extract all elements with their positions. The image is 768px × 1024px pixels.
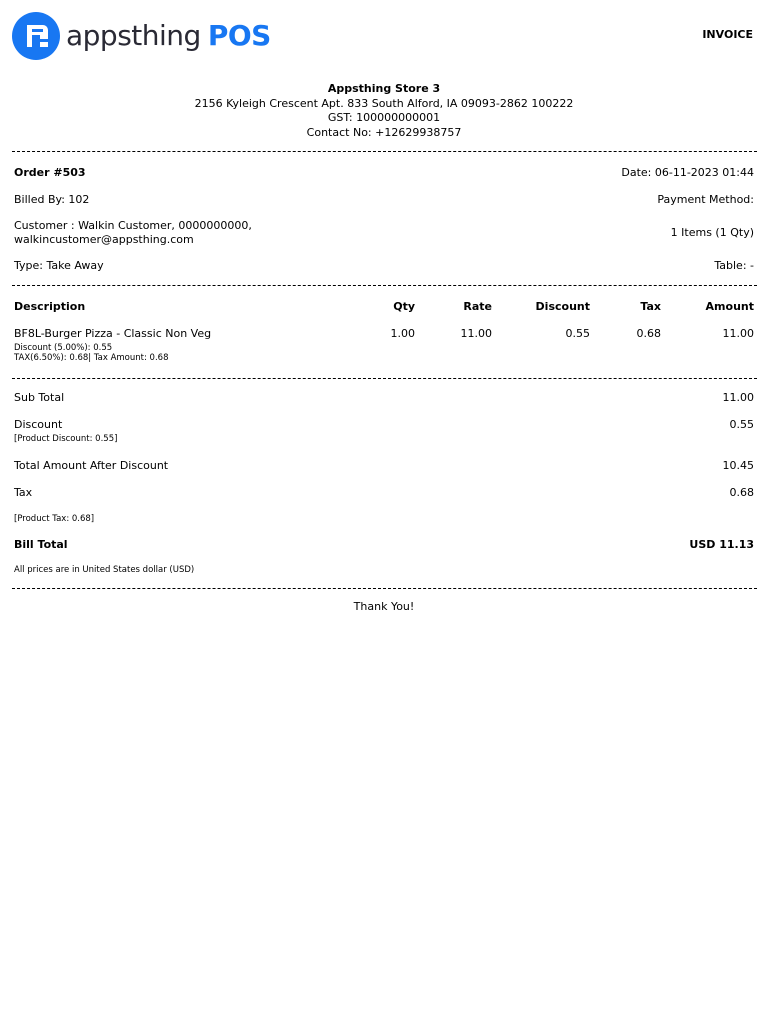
thank-you: Thank You! — [353, 600, 415, 613]
billed-by: Billed By: 102 — [14, 193, 90, 206]
item-tax: 0.68 — [636, 327, 661, 340]
item-description: BF8L-Burger Pizza - Classic Non Veg — [14, 327, 212, 340]
customer-line-2: walkincustomer@appsthing.com — [14, 233, 194, 246]
tax-value: 0.68 — [729, 486, 754, 499]
col-header-tax: Tax — [640, 300, 661, 313]
brand-suffix: POS — [207, 19, 271, 52]
payment-method: Payment Method: — [657, 193, 754, 206]
tax-note: [Product Tax: 0.68] — [14, 514, 95, 524]
discount-note: [Product Discount: 0.55] — [14, 434, 118, 444]
order-type: Type: Take Away — [14, 259, 104, 272]
brand-wordmark — [66, 12, 271, 60]
items-count: 1 Items (1 Qty) — [670, 226, 754, 239]
bill-total-label: Bill Total — [14, 538, 68, 551]
document-title: INVOICE — [702, 28, 753, 41]
invoice-header — [0, 0, 768, 72]
brand-logo — [12, 12, 271, 60]
discount-label: Discount — [14, 418, 63, 431]
discount-value: 0.55 — [729, 418, 754, 431]
col-header-description: Description — [14, 300, 86, 313]
bill-total-value: USD 11.13 — [689, 538, 754, 551]
order-number: Order #503 — [14, 166, 86, 179]
col-header-amount: Amount — [705, 300, 754, 313]
appsthing-logo-icon — [12, 12, 60, 60]
col-header-rate: Rate — [463, 300, 492, 313]
customer-line-1: Customer : Walkin Customer, 0000000000, — [14, 219, 252, 232]
item-discount-note: Discount (5.00%): 0.55 — [14, 343, 113, 353]
store-address: 2156 Kyleigh Crescent Apt. 833 South Alford, IA 09093-2862 100222 — [194, 96, 574, 110]
col-header-qty: Qty — [393, 300, 415, 313]
subtotal-label: Sub Total — [14, 391, 65, 404]
divider — [12, 588, 757, 589]
tax-label: Tax — [14, 486, 33, 499]
divider — [12, 378, 757, 379]
order-date: Date: 06-11-2023 01:44 — [621, 166, 754, 179]
after-discount-value: 10.45 — [722, 459, 754, 472]
item-discount: 0.55 — [565, 327, 590, 340]
divider — [12, 285, 757, 286]
store-info — [0, 82, 768, 140]
store-name: Appsthing Store 3 — [327, 82, 441, 95]
item-tax-note: TAX(6.50%): 0.68| Tax Amount: 0.68 — [14, 353, 169, 363]
currency-note: All prices are in United States dollar (USD) — [14, 565, 195, 575]
after-discount-label: Total Amount After Discount — [14, 459, 169, 472]
subtotal-value: 11.00 — [722, 391, 754, 404]
item-amount: 11.00 — [722, 327, 754, 340]
item-rate: 11.00 — [460, 327, 492, 340]
brand-name: appsthing — [66, 19, 201, 52]
divider — [12, 151, 757, 152]
order-table: Table: - — [714, 259, 754, 272]
store-gst: GST: 100000000001 — [327, 111, 441, 124]
item-qty: 1.00 — [390, 327, 415, 340]
col-header-discount: Discount — [535, 300, 590, 313]
store-contact: Contact No: +12629938757 — [306, 125, 462, 139]
